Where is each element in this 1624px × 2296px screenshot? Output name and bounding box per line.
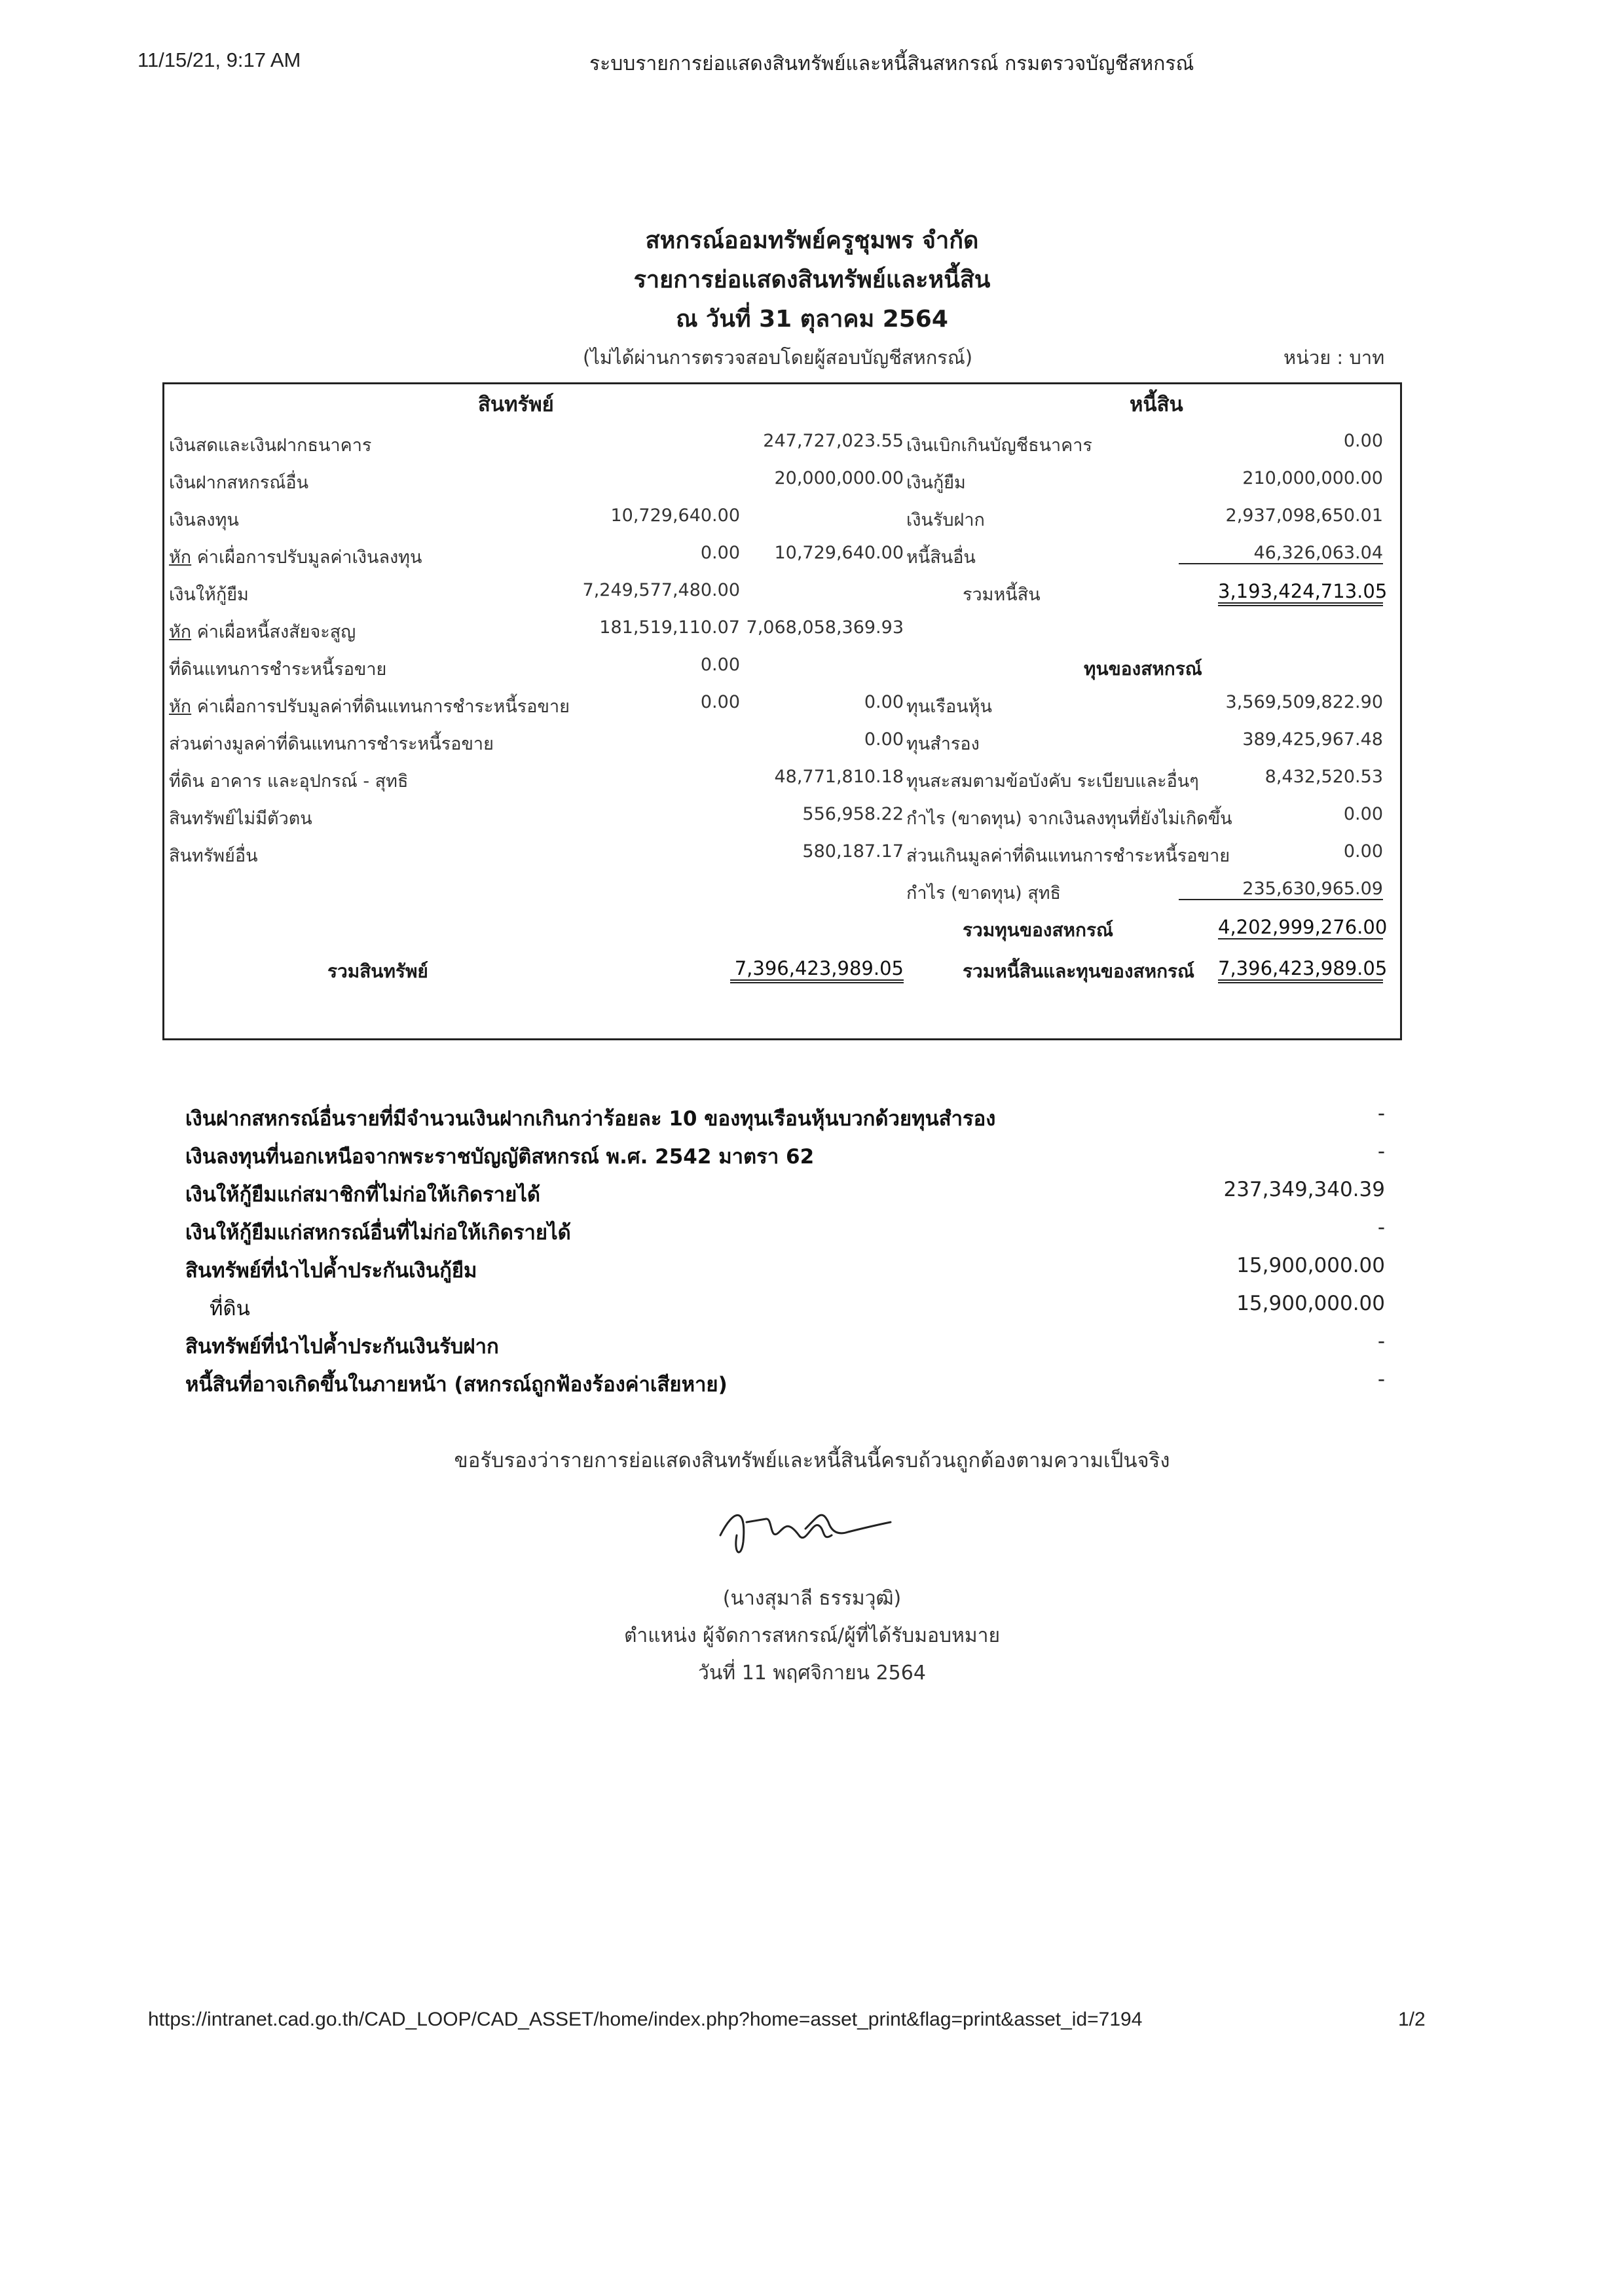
liab-total-value: 3,193,424,713.05 (1218, 580, 1383, 606)
asset-investment-label: เงินลงทุน (169, 510, 239, 530)
asset-intangible-label: สินทรัพย์ไม่มีตัวตน (169, 809, 312, 829)
print-datetime: 11/15/21, 9:17 AM (138, 48, 301, 71)
liab-other-value: 46,326,063.04 (1179, 543, 1383, 564)
equity-accumulated-value: 8,432,520.53 (1264, 767, 1383, 787)
liab-deposits-value: 2,937,098,650.01 (1225, 505, 1383, 526)
asset-inv-allowance-label: หัก ค่าเผื่อการปรับมูลค่าเงินลงทุน (169, 547, 422, 568)
note-value: 15,900,000.00 (1236, 1254, 1385, 1277)
asset-loans-amount: 7,249,577,480.00 (582, 580, 740, 600)
asset-coop-deposit-label: เงินฝากสหกรณ์อื่น (169, 473, 309, 493)
report-title: รายการย่อแสดงสินทรัพย์และหนี้สิน (633, 266, 991, 293)
asset-cash-label: เงินสดและเงินฝากธนาคาร (169, 435, 372, 456)
grand-total-value: 7,396,423,989.05 (1218, 957, 1383, 983)
note-label: เงินลงทุนที่นอกเหนือจากพระราชบัญญัติสหกรณ์ พ.ศ. 2542 มาตรา 62 (185, 1145, 815, 1169)
asset-inv-net-total: 10,729,640.00 (774, 543, 904, 563)
liab-deposits-label: เงินรับฝาก (906, 510, 985, 530)
liab-borrowings-label: เงินกู้ยืม (906, 473, 966, 493)
equity-foreclosed-excess-value: 0.00 (1343, 841, 1383, 862)
asset-investment-amount: 10,729,640.00 (610, 505, 740, 526)
audit-note: (ไม่ได้ผ่านการตรวจสอบโดยผู้สอบบัญชีสหกรณ์) (583, 346, 973, 369)
note-value: - (1377, 1140, 1385, 1163)
asset-loan-allowance-amount: 181,519,110.07 (599, 617, 740, 638)
asset-foreclosed-allowance-amount: 0.00 (700, 692, 740, 712)
equity-reserve-label: ทุนสำรอง (906, 734, 980, 754)
asset-loan-net-total: 7,068,058,369.93 (746, 617, 904, 638)
note-label: เงินให้กู้ยืมแก่สหกรณ์อื่นที่ไม่ก่อให้เกิดรายได้ (185, 1221, 571, 1245)
liab-other-label: หนี้สินอื่น (906, 547, 976, 568)
asset-inv-allowance-amount: 0.00 (700, 543, 740, 563)
note-value: - (1377, 1330, 1385, 1353)
note-label: สินทรัพย์ที่นำไปค้ำประกันเงินรับฝาก (185, 1335, 499, 1358)
less-prefix: หัก (169, 547, 192, 568)
asset-cash-total: 247,727,023.55 (763, 431, 904, 451)
note-value: - (1377, 1216, 1385, 1239)
grand-total-label: รวมหนี้สินและทุนของสหกรณ์ (963, 960, 1195, 982)
page-url[interactable]: https://intranet.cad.go.th/CAD_LOOP/CAD_ASSET/home/index.php?home=asset_print&flag=print&asset_id=7194 (148, 2009, 1143, 2030)
note-value: 15,900,000.00 (1236, 1292, 1385, 1315)
note-value: - (1377, 1102, 1385, 1125)
certification-statement: ขอรับรองว่ารายการย่อแสดงสินทรัพย์และหนี้สินนี้ครบถ้วนถูกต้องตามความเป็นจริง (454, 1449, 1170, 1472)
liab-overdraft-label: เงินเบิกเกินบัญชีธนาคาร (906, 435, 1092, 456)
signer-position: ตำแหน่ง ผู้จัดการสหกรณ์/ผู้ที่ได้รับมอบหมาย (623, 1624, 1001, 1647)
equity-unrealized-value: 0.00 (1343, 804, 1383, 824)
asset-ppe-label: ที่ดิน อาคาร และอุปกรณ์ - สุทธิ (169, 771, 409, 792)
asset-intangible-total: 556,958.22 (802, 804, 904, 824)
asset-foreclosed-diff-total: 0.00 (864, 729, 904, 750)
note-label: เงินให้กู้ยืมแก่สมาชิกที่ไม่ก่อให้เกิดรายได้ (185, 1183, 541, 1207)
asset-other-label: สินทรัพย์อื่น (169, 846, 258, 866)
note-label: ที่ดิน (210, 1297, 250, 1321)
asset-foreclosed-diff-label: ส่วนต่างมูลค่าที่ดินแทนการชำระหนี้รอขาย (169, 734, 494, 754)
note-label: สินทรัพย์ที่นำไปค้ำประกันเงินกู้ยืม (185, 1259, 477, 1283)
assets-heading: สินทรัพย์ (478, 393, 554, 416)
equity-foreclosed-excess-label: ส่วนเกินมูลค่าที่ดินแทนการชำระหนี้รอขาย (906, 846, 1230, 866)
asset-loans-label: เงินให้กู้ยืม (169, 585, 249, 605)
liab-overdraft-value: 0.00 (1343, 431, 1383, 451)
equity-shares-value: 3,569,509,822.90 (1225, 692, 1383, 712)
liabilities-heading: หนี้สิน (1130, 393, 1183, 416)
liab-borrowings-value: 210,000,000.00 (1242, 468, 1383, 488)
equity-shares-label: ทุนเรือนหุ้น (906, 697, 992, 717)
less-prefix: หัก (169, 697, 192, 717)
note-label: เงินฝากสหกรณ์อื่นรายที่มีจำนวนเงินฝากเกินกว่าร้อยละ 10 ของทุนเรือนหุ้นบวกด้วยทุนสำรอง (185, 1107, 996, 1131)
equity-unrealized-label: กำไร (ขาดทุน) จากเงินลงทุนที่ยังไม่เกิดขึ้น (906, 809, 1232, 829)
asset-coop-deposit-total: 20,000,000.00 (774, 468, 904, 488)
asset-foreclosed-amount: 0.00 (700, 655, 740, 675)
page-number: 1/2 (1398, 2009, 1426, 2030)
signer-name: (นางสุมาลี ธรรมวุฒิ) (722, 1587, 902, 1610)
asset-foreclosed-allowance-label: หัก ค่าเผื่อการปรับมูลค่าที่ดินแทนการชำระหนี้รอขาย (169, 697, 570, 717)
equity-net-profit-label: กำไร (ขาดทุน) สุทธิ (906, 883, 1061, 903)
equity-reserve-value: 389,425,967.48 (1242, 729, 1383, 750)
equity-heading: ทุนของสหกรณ์ (1084, 658, 1202, 680)
assets-total-label: รวมสินทรัพย์ (327, 960, 428, 982)
asset-foreclosed-net-total: 0.00 (864, 692, 904, 712)
asset-other-total: 580,187.17 (802, 841, 904, 862)
asset-foreclosed-label: ที่ดินแทนการชำระหนี้รอขาย (169, 659, 387, 680)
less-prefix: หัก (169, 622, 192, 642)
note-value: 237,349,340.39 (1223, 1178, 1385, 1201)
note-label: หนี้สินที่อาจเกิดขึ้นในภายหน้า (สหกรณ์ถูกฟ้องร้องค่าเสียหาย) (185, 1373, 728, 1396)
note-value: - (1377, 1368, 1385, 1391)
assets-total-value: 7,396,423,989.05 (730, 957, 904, 983)
unit-label: หน่วย : บาท (1283, 346, 1385, 369)
asset-ppe-total: 48,771,810.18 (774, 767, 904, 787)
report-date: ณ วันที่ 31 ตุลาคม 2564 (676, 306, 948, 333)
signed-date: วันที่ 11 พฤศจิกายน 2564 (698, 1662, 926, 1685)
equity-net-profit-value: 235,630,965.09 (1179, 879, 1383, 900)
coop-name: สหกรณ์ออมทรัพย์ครูชุมพร จำกัด (645, 227, 979, 254)
liab-total-label: รวมหนี้สิน (963, 585, 1041, 605)
signature (707, 1496, 897, 1568)
equity-accumulated-label: ทุนสะสมตามข้อบังคับ ระเบียบและอื่นๆ (906, 771, 1199, 792)
equity-total-value: 4,202,999,276.00 (1218, 916, 1388, 938)
asset-loan-allowance-label: หัก ค่าเผื่อหนี้สงสัยจะสูญ (169, 622, 356, 642)
equity-total-label: รวมทุนของสหกรณ์ (963, 919, 1113, 941)
system-title: ระบบรายการย่อแสดงสินทรัพย์และหนี้สินสหกรณ์ กรมตรวจบัญชีสหกรณ์ (589, 52, 1194, 75)
